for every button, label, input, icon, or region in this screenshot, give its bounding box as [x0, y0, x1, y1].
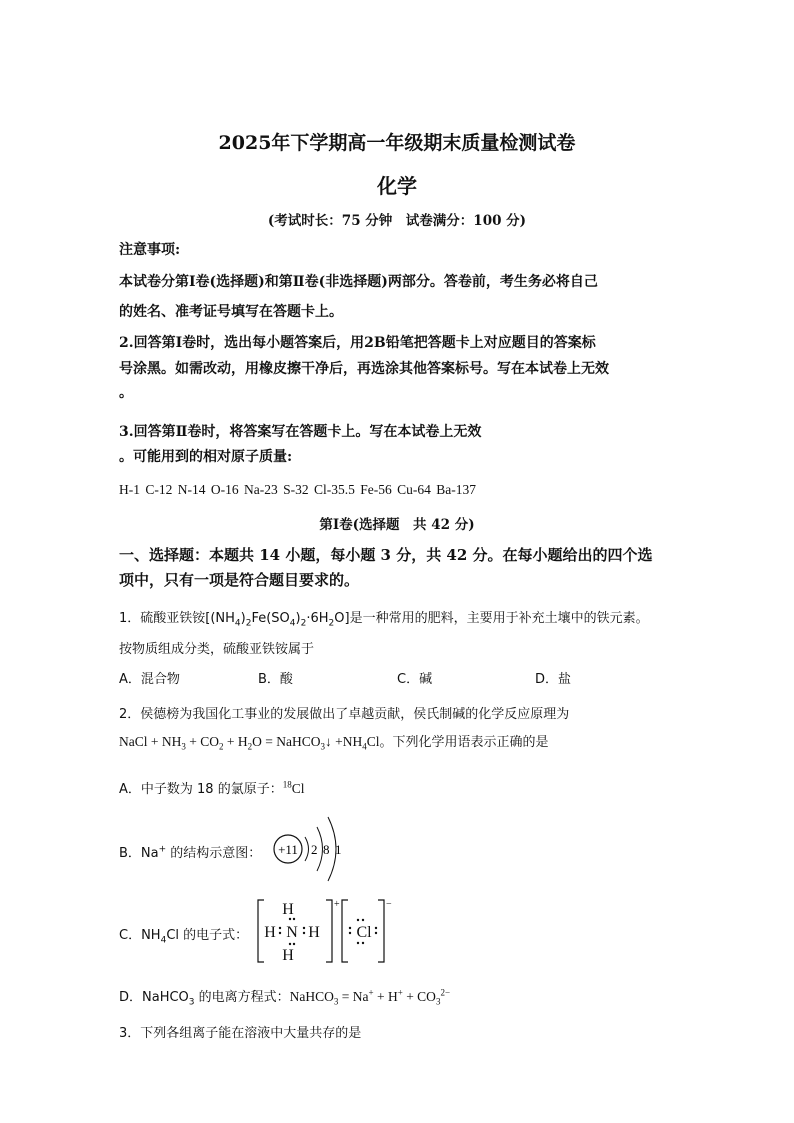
- q1-option-b: B．酸: [258, 672, 293, 687]
- svg-text:+11: +11: [278, 842, 298, 857]
- q2-option-b: B．Na+ 的结构示意图：: [119, 844, 262, 861]
- svg-text:+: +: [334, 899, 340, 910]
- svg-text:H: H: [264, 924, 276, 941]
- exam-title: 2025年下学期高一年级期末质量检测试卷: [218, 132, 576, 154]
- notes-line-4: 号涂黑。如需改动，用橡皮擦干净后，再选涂其他答案标号。写在本试卷上无效: [119, 361, 609, 377]
- svg-text:1: 1: [335, 842, 342, 857]
- notes-line-6: 3.回答第Ⅱ卷时，将答案写在答题卡上。写在本试卷上无效: [119, 424, 482, 440]
- q2-option-c: C．$NH_4Cl$ 的电子式：: [119, 928, 249, 946]
- q2-option-a: A．中子数为 18 的氯原子：$^{18}$Cl: [119, 779, 305, 797]
- svg-text:H: H: [282, 947, 294, 964]
- section1-title: 第Ⅰ卷(选择题 共 42 分): [319, 517, 475, 533]
- notes-heading: 注意事项:: [119, 242, 181, 258]
- svg-text:H: H: [282, 901, 294, 918]
- na-ion-structure-diagram: [268, 813, 358, 885]
- svg-text:N: N: [286, 924, 298, 941]
- svg-text:H: H: [308, 924, 320, 941]
- notes-line-5: 。: [119, 385, 133, 401]
- q3-stem: 3．下列各组离子能在溶液中大量共存的是: [119, 1026, 362, 1041]
- q2-equation: NaCl + $NH_3 + CO_2 + H_2O$ = NaHCO$_3$↓ $+NH_4Cl$: [119, 734, 380, 752]
- q2-stem: 2．侯德榜为我国化工事业的发展做出了卓越贡献，侯氏制碱的化学反应原理为: [119, 707, 570, 722]
- atomic-masses: H-1 C-12 N-14 O-16 Na-23 S-32 Cl-35.5 Fe-56 Cu-64 Ba-137: [119, 482, 476, 497]
- q1-stem-line-2: 按物质组成分类，硫酸亚铁铵属于: [119, 642, 315, 657]
- q1-stem: 1．硫酸亚铁铵$[(NH_4)_2Fe(SO_4)_2\cdot 6H_2O]$是一种常用的肥料，主要用于补充土壤中的铁元素。: [119, 611, 649, 629]
- q2-equation-line: NaCl + $NH_3 + CO_2 + H_2O$ = NaHCO$_3$↓ $+NH_4Cl$。下列化学用语表示正确的是: [119, 734, 549, 752]
- notes-line-7: 。可能用到的相对原子质量:: [119, 449, 293, 465]
- q1-option-c: C．碱: [397, 672, 433, 687]
- notes-line-2: 的姓名、准考证号填写在答题卡上。: [119, 304, 343, 320]
- nh4cl-electron-formula: [254, 898, 394, 964]
- section1-head-line-1: 一、选择题：本题共 14 小题，每小题 3 分，共 42 分。在每小题给出的四个选: [119, 546, 653, 564]
- svg-text:8: 8: [323, 842, 330, 857]
- q1-option-d: D．盐: [535, 672, 572, 687]
- q1-option-a: A．混合物: [119, 672, 180, 687]
- subject-title: 化学: [377, 174, 417, 198]
- notes-line-3: 2.回答第Ⅰ卷时，选出每小题答案后，用2B铅笔把答题卡上对应题目的答案标: [119, 335, 596, 351]
- svg-text:2: 2: [311, 842, 318, 857]
- q2-option-d: D．NaHCO$_3$ 的电离方程式：NaHCO$_3$ = $Na^+ + H^+ + CO_3^{2-}$: [119, 987, 451, 1008]
- section1-head-line-2: 项中，只有一项是符合题目要求的。: [119, 571, 360, 589]
- notes-line-1: 本试卷分第Ⅰ卷(选择题)和第Ⅱ卷(非选择题)两部分。答卷前，考生务必将自己: [119, 274, 598, 290]
- svg-text:Cl: Cl: [356, 924, 372, 941]
- svg-text:−: −: [386, 899, 392, 910]
- time-note: (考试时长：75 分钟 试卷满分：100 分): [267, 213, 527, 229]
